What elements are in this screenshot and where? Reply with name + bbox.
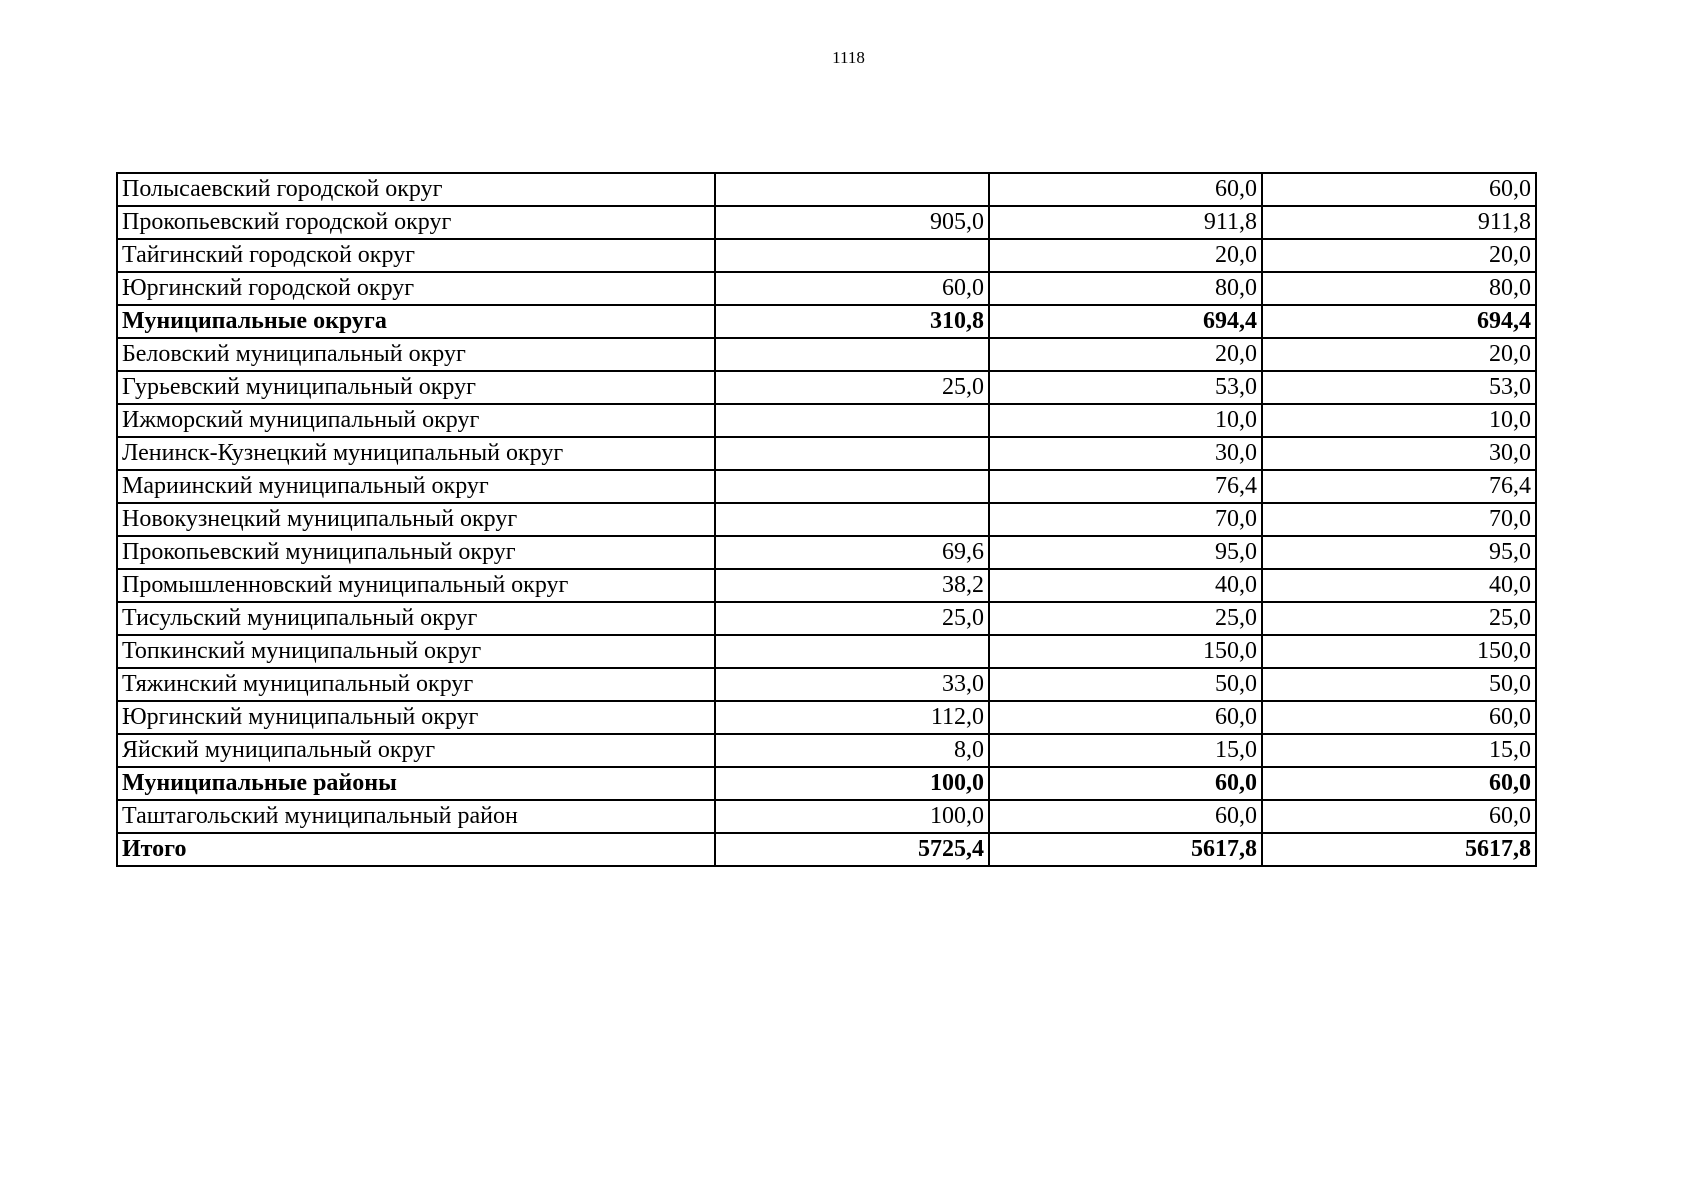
value-cell-col-1 xyxy=(715,470,989,503)
value-cell-col-1 xyxy=(715,635,989,668)
row-name-cell: Прокопьевский муниципальный округ xyxy=(117,536,715,569)
value-cell-col-1: 310,8 xyxy=(715,305,989,338)
value-cell-col-1 xyxy=(715,173,989,206)
value-cell-col-1 xyxy=(715,338,989,371)
value-cell-col-1 xyxy=(715,503,989,536)
value-cell-col-2: 694,4 xyxy=(989,305,1262,338)
value-cell-col-3: 40,0 xyxy=(1262,569,1536,602)
row-name-cell: Гурьевский муниципальный округ xyxy=(117,371,715,404)
table-row xyxy=(117,800,1536,833)
value-cell-col-3: 10,0 xyxy=(1262,404,1536,437)
value-cell-col-3: 150,0 xyxy=(1262,635,1536,668)
page-number: 1118 xyxy=(832,48,865,67)
row-name-cell: Итого xyxy=(117,833,715,866)
table-row xyxy=(117,239,1536,272)
table-row-subtotal xyxy=(117,767,1536,800)
value-cell-col-2: 25,0 xyxy=(989,602,1262,635)
value-cell-col-2: 5617,8 xyxy=(989,833,1262,866)
value-cell-col-1: 8,0 xyxy=(715,734,989,767)
value-cell-col-2: 95,0 xyxy=(989,536,1262,569)
value-cell-col-1: 100,0 xyxy=(715,767,989,800)
value-cell-col-1 xyxy=(715,239,989,272)
table-row xyxy=(117,668,1536,701)
value-cell-col-2: 20,0 xyxy=(989,239,1262,272)
value-cell-col-2: 53,0 xyxy=(989,371,1262,404)
row-name-cell: Таштагольский муниципальный район xyxy=(117,800,715,833)
row-name-cell: Ленинск-Кузнецкий муниципальный округ xyxy=(117,437,715,470)
value-cell-col-2: 911,8 xyxy=(989,206,1262,239)
value-cell-col-1: 33,0 xyxy=(715,668,989,701)
value-cell-col-1 xyxy=(715,437,989,470)
budget-table xyxy=(116,172,1537,867)
value-cell-col-3: 30,0 xyxy=(1262,437,1536,470)
value-cell-col-3: 53,0 xyxy=(1262,371,1536,404)
value-cell-col-2: 60,0 xyxy=(989,701,1262,734)
value-cell-col-3: 76,4 xyxy=(1262,470,1536,503)
table-row-subtotal xyxy=(117,833,1536,866)
row-name-cell: Муниципальные районы xyxy=(117,767,715,800)
table-row xyxy=(117,404,1536,437)
table-row xyxy=(117,338,1536,371)
value-cell-col-2: 60,0 xyxy=(989,800,1262,833)
table-row xyxy=(117,734,1536,767)
row-name-cell: Яйский муниципальный округ xyxy=(117,734,715,767)
table-row xyxy=(117,272,1536,305)
value-cell-col-3: 911,8 xyxy=(1262,206,1536,239)
value-cell-col-2: 60,0 xyxy=(989,767,1262,800)
value-cell-col-2: 30,0 xyxy=(989,437,1262,470)
value-cell-col-3: 60,0 xyxy=(1262,767,1536,800)
value-cell-col-3: 60,0 xyxy=(1262,800,1536,833)
value-cell-col-1: 112,0 xyxy=(715,701,989,734)
table-row xyxy=(117,503,1536,536)
table-row xyxy=(117,173,1536,206)
value-cell-col-3: 70,0 xyxy=(1262,503,1536,536)
value-cell-col-2: 40,0 xyxy=(989,569,1262,602)
value-cell-col-1: 905,0 xyxy=(715,206,989,239)
value-cell-col-2: 60,0 xyxy=(989,173,1262,206)
value-cell-col-2: 150,0 xyxy=(989,635,1262,668)
value-cell-col-1: 60,0 xyxy=(715,272,989,305)
value-cell-col-1: 100,0 xyxy=(715,800,989,833)
table-row xyxy=(117,635,1536,668)
value-cell-col-3: 60,0 xyxy=(1262,701,1536,734)
value-cell-col-3: 20,0 xyxy=(1262,239,1536,272)
value-cell-col-1: 25,0 xyxy=(715,371,989,404)
value-cell-col-2: 50,0 xyxy=(989,668,1262,701)
value-cell-col-3: 15,0 xyxy=(1262,734,1536,767)
row-name-cell: Юргинский городской округ xyxy=(117,272,715,305)
value-cell-col-2: 76,4 xyxy=(989,470,1262,503)
value-cell-col-2: 80,0 xyxy=(989,272,1262,305)
row-name-cell: Беловский муниципальный округ xyxy=(117,338,715,371)
value-cell-col-1: 5725,4 xyxy=(715,833,989,866)
value-cell-col-3: 80,0 xyxy=(1262,272,1536,305)
value-cell-col-3: 20,0 xyxy=(1262,338,1536,371)
table-row xyxy=(117,206,1536,239)
value-cell-col-1: 69,6 xyxy=(715,536,989,569)
row-name-cell: Тисульский муниципальный округ xyxy=(117,602,715,635)
table-row xyxy=(117,602,1536,635)
row-name-cell: Муниципальные округа xyxy=(117,305,715,338)
row-name-cell: Полысаевский городской округ xyxy=(117,173,715,206)
value-cell-col-3: 60,0 xyxy=(1262,173,1536,206)
table-row xyxy=(117,701,1536,734)
value-cell-col-1: 38,2 xyxy=(715,569,989,602)
row-name-cell: Топкинский муниципальный округ xyxy=(117,635,715,668)
value-cell-col-3: 95,0 xyxy=(1262,536,1536,569)
value-cell-col-3: 50,0 xyxy=(1262,668,1536,701)
table-row xyxy=(117,569,1536,602)
row-name-cell: Прокопьевский городской округ xyxy=(117,206,715,239)
value-cell-col-2: 15,0 xyxy=(989,734,1262,767)
row-name-cell: Тяжинский муниципальный округ xyxy=(117,668,715,701)
row-name-cell: Юргинский муниципальный округ xyxy=(117,701,715,734)
value-cell-col-3: 694,4 xyxy=(1262,305,1536,338)
value-cell-col-1 xyxy=(715,404,989,437)
row-name-cell: Тайгинский городской округ xyxy=(117,239,715,272)
table-row xyxy=(117,437,1536,470)
row-name-cell: Ижморский муниципальный округ xyxy=(117,404,715,437)
row-name-cell: Новокузнецкий муниципальный округ xyxy=(117,503,715,536)
value-cell-col-3: 25,0 xyxy=(1262,602,1536,635)
table-row xyxy=(117,470,1536,503)
table-row xyxy=(117,536,1536,569)
value-cell-col-2: 10,0 xyxy=(989,404,1262,437)
table-body xyxy=(117,173,1536,866)
value-cell-col-2: 20,0 xyxy=(989,338,1262,371)
row-name-cell: Мариинский муниципальный округ xyxy=(117,470,715,503)
row-name-cell: Промышленновский муниципальный округ xyxy=(117,569,715,602)
table-row-subtotal xyxy=(117,305,1536,338)
value-cell-col-3: 5617,8 xyxy=(1262,833,1536,866)
value-cell-col-2: 70,0 xyxy=(989,503,1262,536)
table-row xyxy=(117,371,1536,404)
value-cell-col-1: 25,0 xyxy=(715,602,989,635)
